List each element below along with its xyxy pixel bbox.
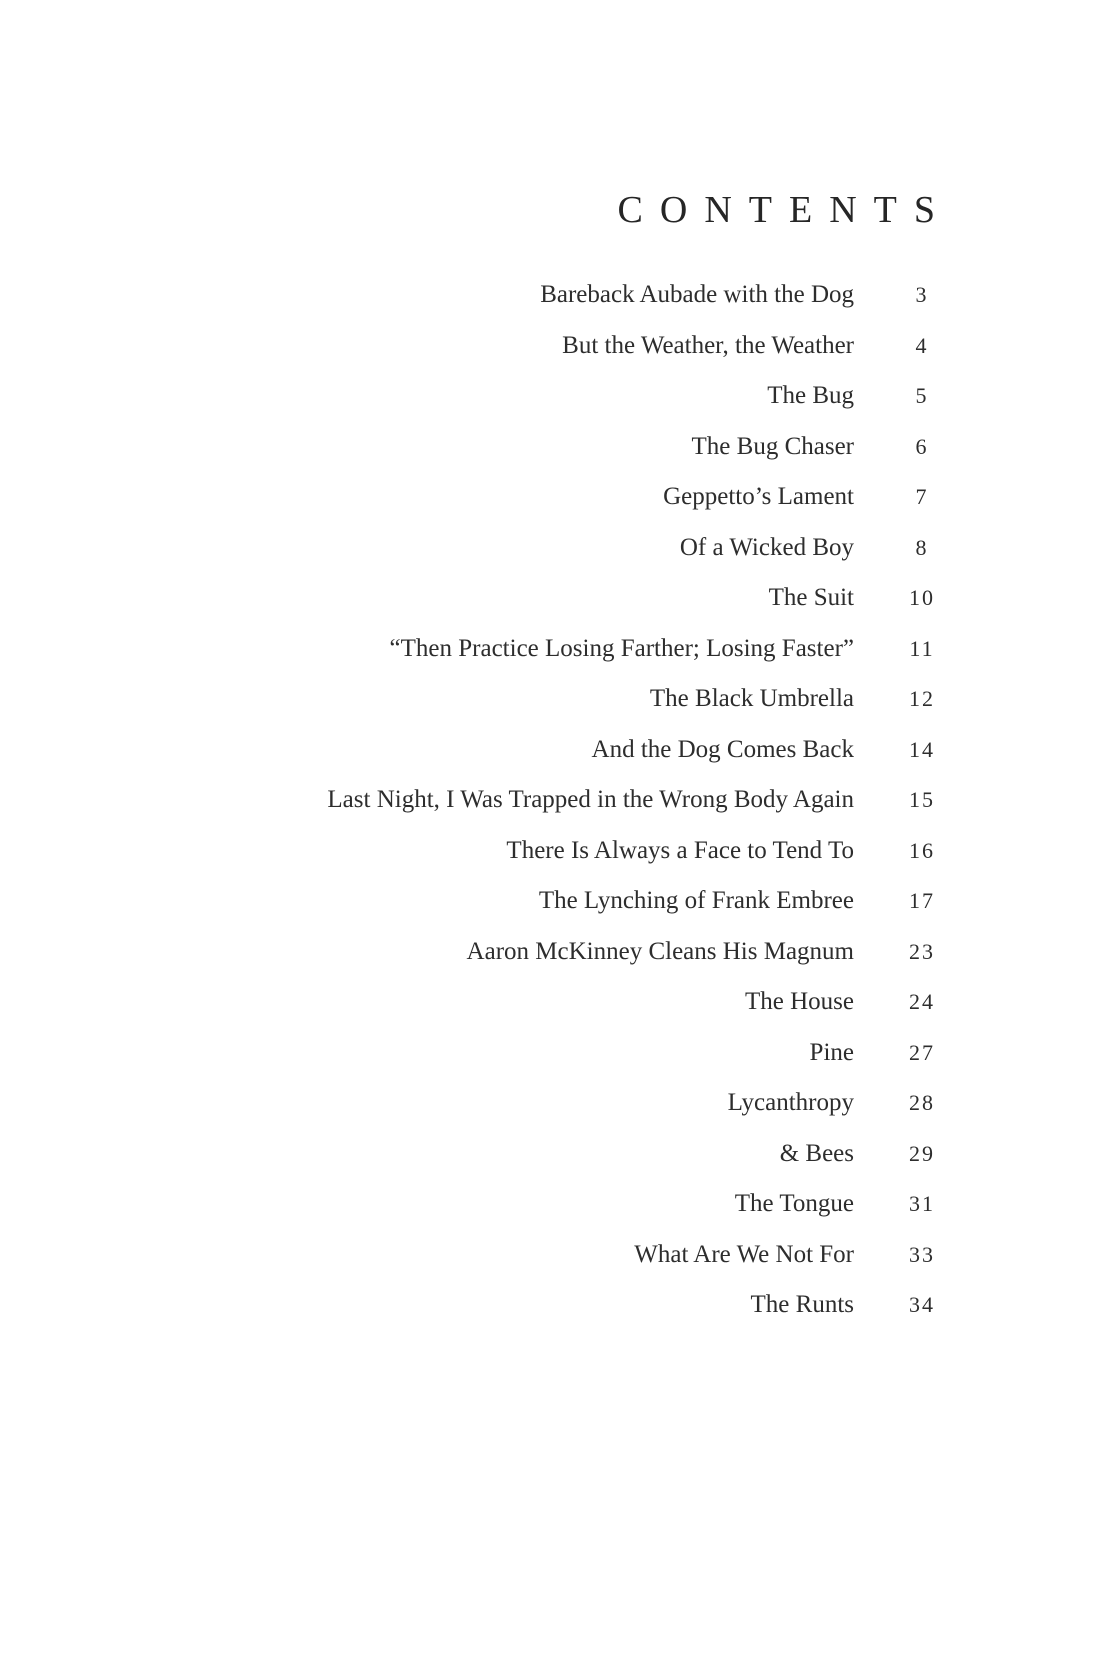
toc-entry bbox=[0, 785, 1097, 836]
toc-entry-title: The Tongue bbox=[734, 1190, 854, 1217]
toc-entry bbox=[0, 1189, 1097, 1240]
toc-entry-page-number: 23 bbox=[909, 938, 935, 964]
toc-entry-page-number: 14 bbox=[909, 736, 935, 762]
toc-entry bbox=[0, 735, 1097, 786]
toc-entry-page-number: 16 bbox=[909, 837, 935, 863]
toc-entry-page-number: 11 bbox=[909, 635, 935, 661]
contents-heading: CONTENTS bbox=[617, 189, 952, 231]
toc-entry-page-number: 28 bbox=[909, 1090, 935, 1115]
toc-entry bbox=[0, 987, 1097, 1038]
toc-entry bbox=[0, 1240, 1097, 1291]
toc-entry-page-number: 27 bbox=[909, 1039, 935, 1065]
toc-entry-title: Bareback Aubade with the Dog bbox=[540, 281, 854, 308]
toc-entry bbox=[0, 1088, 1097, 1139]
toc-entry bbox=[0, 432, 1097, 483]
toc-entry-title: The Runts bbox=[750, 1291, 854, 1318]
toc-entry-title: Geppetto’s Lament bbox=[663, 483, 854, 510]
toc-entry bbox=[0, 684, 1097, 735]
toc-entry-title: The Lynching of Frank Embree bbox=[538, 887, 854, 914]
toc-entry-title: Pine bbox=[809, 1038, 854, 1066]
toc-entry-page-number: 7 bbox=[915, 484, 929, 509]
toc-entry-title: There Is Always a Face to Tend To bbox=[506, 836, 854, 864]
toc-entry bbox=[0, 1139, 1097, 1190]
toc-entry-title: Of a Wicked Boy bbox=[679, 533, 854, 561]
toc-entry-title: Last Night, I Was Trapped in the Wrong Body Again bbox=[327, 786, 854, 813]
toc-entry bbox=[0, 634, 1097, 685]
toc-entry bbox=[0, 533, 1097, 584]
toc-entry-page-number: 5 bbox=[915, 383, 929, 408]
toc-entry-title: & Bees bbox=[779, 1139, 854, 1167]
toc-entry bbox=[0, 1038, 1097, 1089]
toc-entry-title: And the Dog Comes Back bbox=[591, 735, 854, 763]
toc-entry-title: Lycanthropy bbox=[727, 1089, 854, 1116]
toc-entry-page-number: 31 bbox=[909, 1191, 935, 1216]
toc-entry-title: The Suit bbox=[768, 584, 854, 611]
toc-entry-title: Aaron McKinney Cleans His Magnum bbox=[466, 937, 854, 965]
toc-entry bbox=[0, 886, 1097, 937]
toc-entry-page-number: 15 bbox=[909, 787, 935, 812]
toc-entry-title: “Then Practice Losing Farther; Losing Faster” bbox=[389, 634, 854, 662]
toc-entry-page-number: 6 bbox=[915, 433, 929, 459]
toc-entry bbox=[0, 482, 1097, 533]
toc-entry bbox=[0, 280, 1097, 331]
toc-entry bbox=[0, 1290, 1097, 1341]
toc-entry-page-number: 4 bbox=[915, 332, 929, 358]
toc-entry bbox=[0, 583, 1097, 634]
toc-entry-page-number: 10 bbox=[909, 585, 935, 610]
table-of-contents bbox=[0, 280, 1097, 1341]
toc-entry-page-number: 33 bbox=[909, 1241, 935, 1267]
toc-entry-title: The Bug bbox=[767, 382, 854, 409]
toc-entry-title: What Are We Not For bbox=[634, 1240, 854, 1268]
toc-entry bbox=[0, 937, 1097, 988]
toc-entry-page-number: 34 bbox=[909, 1292, 935, 1317]
toc-entry-page-number: 3 bbox=[915, 282, 929, 307]
toc-entry bbox=[0, 836, 1097, 887]
toc-entry-page-number: 12 bbox=[909, 686, 935, 711]
toc-entry-title: The House bbox=[745, 988, 854, 1015]
toc-entry-title: But the Weather, the Weather bbox=[562, 331, 854, 359]
toc-entry bbox=[0, 381, 1097, 432]
toc-entry-page-number: 29 bbox=[909, 1140, 935, 1166]
toc-entry-page-number: 17 bbox=[909, 888, 935, 913]
toc-entry-title: The Black Umbrella bbox=[649, 685, 854, 712]
toc-entry-page-number: 8 bbox=[915, 534, 929, 560]
toc-entry-title: The Bug Chaser bbox=[691, 432, 854, 460]
toc-entry-page-number: 24 bbox=[909, 989, 935, 1014]
toc-entry bbox=[0, 331, 1097, 382]
